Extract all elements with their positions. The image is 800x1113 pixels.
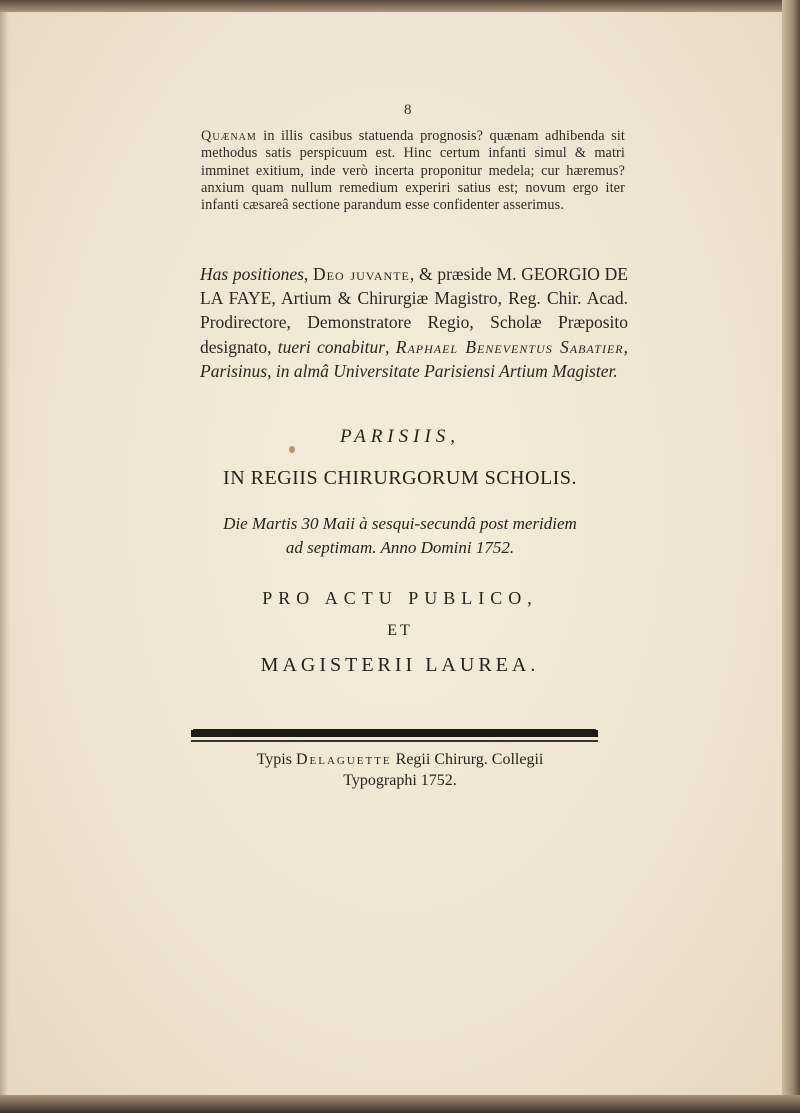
positions-part8: , [623, 336, 628, 357]
date-line-2: ad septimam. Anno Domini 1752. [285, 538, 515, 557]
page-edge-bottom [0, 1095, 800, 1113]
page-edge-top [0, 0, 800, 12]
laurea-heading: MAGISTERII LAUREA. [260, 654, 540, 676]
divider-rule-thin [191, 740, 598, 742]
printer-line-1 [180, 751, 620, 769]
printer-line-2: Typographi 1752. [343, 772, 457, 789]
positions-part5: tueri conabitur [277, 336, 386, 357]
positions-part7: Raphael Beneventus Sabatier [395, 336, 624, 357]
location-heading: IN REGIIS CHIRURGORUM SCHOLIS. [223, 467, 577, 489]
positions-part3: Deo juvante [313, 264, 410, 284]
page-edge-right [782, 0, 800, 1113]
date-line-1: Die Martis 30 Maii à sesqui-secundâ post meridiem [223, 514, 577, 533]
intro-lead-caps: Quænam [201, 128, 257, 144]
positions-part1: Has positiones [200, 264, 304, 284]
printer-prefix: Typis [256, 751, 296, 768]
positions-paragraph [200, 262, 628, 383]
positions-part9: Parisinus, in almâ Universitate Parisiensi Artium Magister. [200, 360, 618, 381]
positions-part2: , [303, 264, 314, 284]
actu-heading: PRO ACTU PUBLICO, [262, 588, 538, 608]
printer-suffix: Regii Chirurg. Collegii [391, 751, 544, 768]
positions-part4: , & præside M. GEORGIO DE LA FAYE, Artium & Chirurgiæ Magistro, Reg. Chir. Acad. Prodirectore, Demonstratore Regio, Scholæ Præposito designato, [200, 264, 628, 357]
intro-text: in illis casibus statuenda prognosis? quænam adhibenda sit methodus satis perspicuum est. Hinc certum infanti simul & matri imminet exitium, inde verò incerta proponitur medela; cur hæremus? anxium quam nullum remedium experiri satius est; novum ergo iter infanti cæsareâ sectione parandum esse confidenter asserimus. [201, 128, 625, 214]
positions-part6: , [385, 336, 396, 357]
place-heading: PARISIIS, [339, 426, 461, 447]
et-heading: ET [387, 622, 413, 639]
page-number: 8 [404, 102, 412, 118]
intro-paragraph [201, 128, 625, 214]
divider-rule [191, 730, 598, 737]
ink-stain [289, 446, 295, 453]
printer-name: Delaguette [295, 751, 392, 768]
